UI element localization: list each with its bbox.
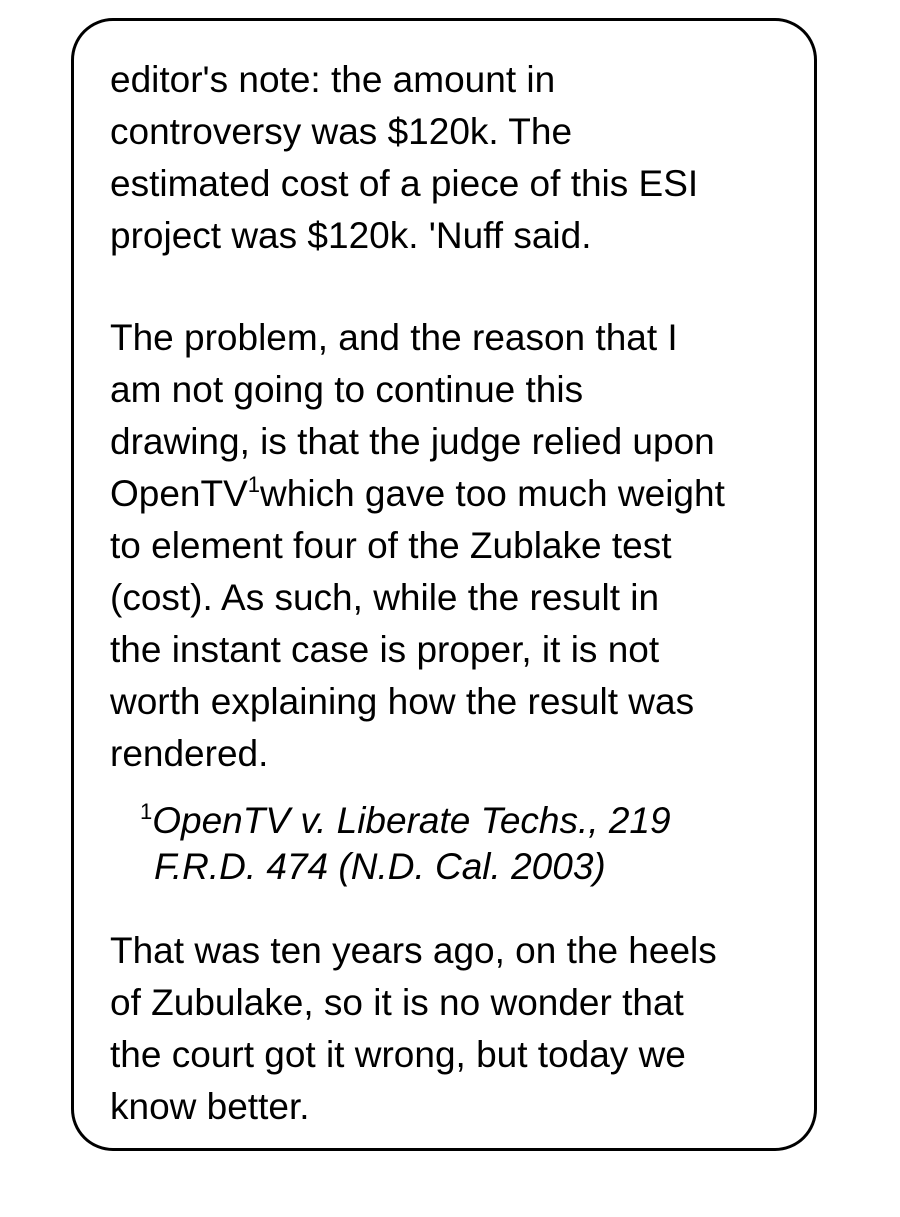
- text-fragment: which gave too much weight: [260, 473, 725, 514]
- conclusion-paragraph: [110, 925, 810, 1133]
- text-line: of Zubulake, so it is no wonder that: [110, 982, 684, 1023]
- footnote-line: [140, 798, 800, 844]
- problem-paragraph: [110, 312, 810, 780]
- text-line: editor's note: the amount in: [110, 59, 556, 100]
- text-line: (cost). As such, while the result in: [110, 577, 660, 618]
- text-line: drawing, is that the judge relied upon: [110, 421, 715, 462]
- footnote-marker: 1: [140, 799, 153, 824]
- footnote-reference: 1: [247, 472, 261, 497]
- text-line: That was ten years ago, on the heels: [110, 930, 717, 971]
- text-line: know better.: [110, 1086, 310, 1127]
- footnote-citation: OpenTV v. Liberate Techs., 219: [152, 800, 671, 841]
- footnote: [140, 798, 800, 890]
- text-line: rendered.: [110, 733, 269, 774]
- text-line: am not going to continue this: [110, 369, 584, 410]
- text-line: worth explaining how the result was: [110, 681, 695, 722]
- text-line: estimated cost of a piece of this ESI: [110, 163, 699, 204]
- text-line: The problem, and the reason that I: [110, 317, 678, 358]
- case-name: OpenTV: [110, 473, 248, 514]
- text-line: the court got it wrong, but today we: [110, 1034, 686, 1075]
- text-line-with-footnote-ref: [110, 468, 810, 520]
- text-line: to element four of the Zublake test: [110, 525, 672, 566]
- editors-note-paragraph: [110, 54, 810, 262]
- text-line: controversy was $120k. The: [110, 111, 573, 152]
- text-line: project was $120k. 'Nuff said.: [110, 215, 592, 256]
- text-line: the instant case is proper, it is not: [110, 629, 660, 670]
- footnote-line: F.R.D. 474 (N.D. Cal. 2003): [154, 846, 606, 887]
